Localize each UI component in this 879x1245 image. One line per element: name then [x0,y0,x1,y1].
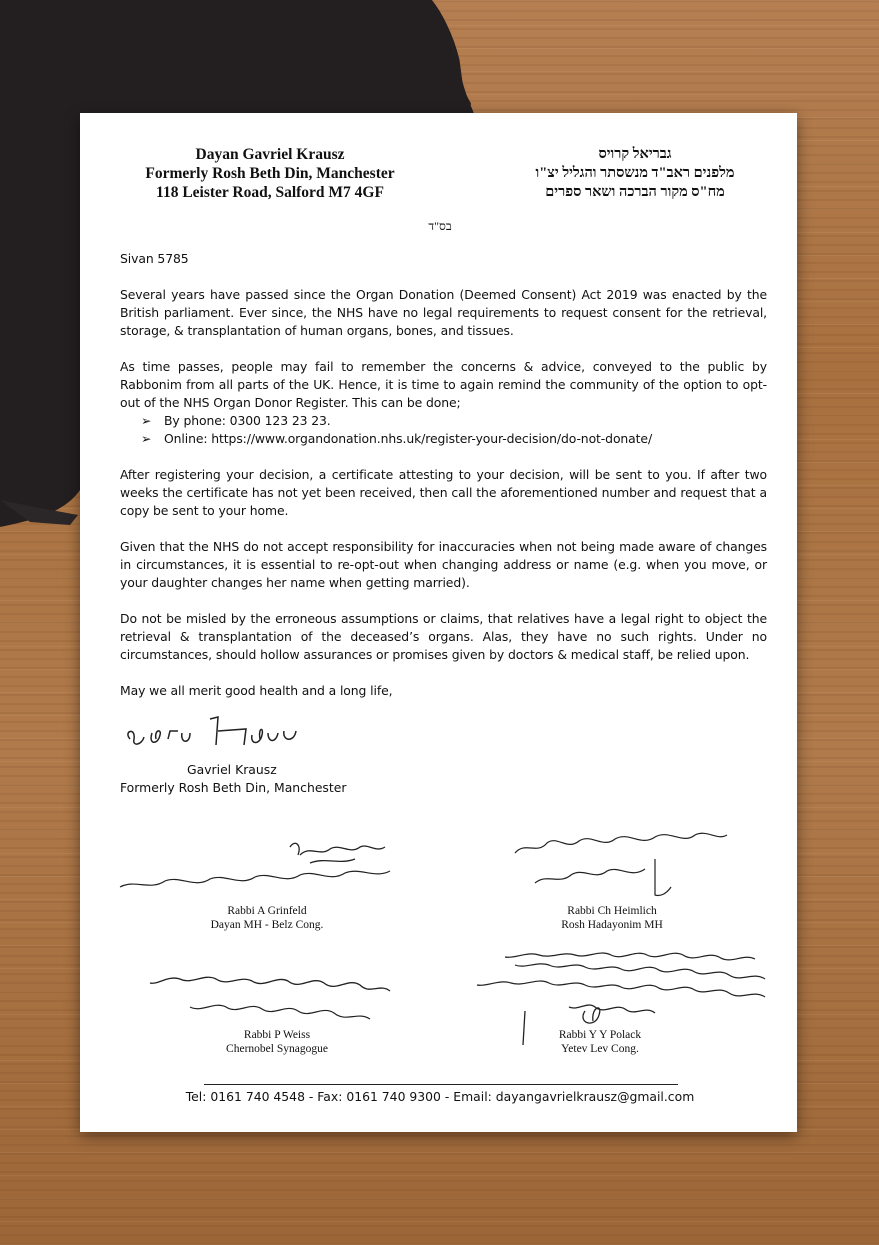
opt-out-methods [120,412,767,448]
letterhead-hebrew [500,145,770,202]
endorsement-weiss [177,1028,377,1056]
paragraph-1: Several years have passed since the Organ Donation (Deemed Consent) Act 2019 was enacted by the British parliament. Ever since, the NHS have no legal requirements to request consent for the retrieval, storage, & transplantation of human organs, bones, and tissues. [120,287,767,338]
endorsement-polack [500,1028,700,1056]
endorsement-grinfeld [167,904,367,932]
letterhead-address: 118 Leister Road, Salford M7 4GF [156,184,384,201]
letterhead-title: Formerly Rosh Beth Din, Manchester [145,165,395,182]
footer-contact: Tel: 0161 740 4548 - Fax: 0161 740 9300 - Email: dayangavrielkrausz@gmail.com [185,1089,695,1104]
krausz-signature [118,709,318,759]
rabbi-role: Chernobel Synagogue [226,1043,328,1055]
signer-block [120,761,360,797]
grinfeld-handwriting [110,835,410,905]
paragraph-3: After registering your decision, a certificate attesting to your decision, will be sent to you. If after two weeks the certificate has not yet been received, then call the aforementioned number and request that a copy be sent to your home. [120,467,767,518]
bullet-phone [120,412,767,430]
signer-name: Gavriel Krausz [187,762,277,777]
endorsement-heimlich [512,904,712,932]
rabbi-role: Dayan MH - Belz Cong. [210,919,324,931]
footer-divider [204,1084,678,1085]
arrow-bullet-icon: ➢ [141,413,152,428]
rabbi-name: Rabbi Y Y Polack [558,1029,642,1041]
letter-page [80,113,797,1132]
rabbi-name: Rabbi A Grinfeld [227,905,307,917]
closing-line: May we all merit good health and a long life, [120,683,393,698]
arrow-bullet-icon: ➢ [141,431,152,446]
rabbi-name: Rabbi P Weiss [243,1029,311,1041]
signer-title: Formerly Rosh Beth Din, Manchester [120,780,347,795]
bullet-online-text: Online: https://www.organdonation.nhs.uk/register-your-decision/do-not-donate/ [164,431,653,446]
letterhead-hebrew-books: מח"ס מקור הברכה ושאר ספרים [545,184,725,200]
paragraph-5: Do not be misled by the erroneous assumptions or claims, that relatives have a legal right to object the retrieval & transplantation of the deceased’s organs. Alas, they have no such rights. Under no circumstances, should hollow assurances or promises given by doctors & medical staff, be relied upon. [120,611,767,662]
letterhead-hebrew-title: מלפנים ראב"ד מנשסתר והגליל יצ"ו [535,165,735,181]
bsd-mark: בס"ד [428,219,452,233]
bullet-phone-text: By phone: 0300 123 23 23. [164,413,331,428]
rabbi-role: Rosh Hadayonim MH [561,919,663,931]
rabbi-name: Rabbi Ch Heimlich [567,905,657,917]
letterhead-name: Dayan Gavriel Krausz [195,146,345,163]
letterhead-english [120,145,420,202]
rabbi-role: Yetev Lev Cong. [561,1043,639,1055]
paragraph-4: Given that the NHS do not accept responsibility for inaccuracies when not being made aware of changes in circumstances, it is essential to re-opt-out when changing address or name (e.g. when you move, or your daughter changes her name when getting married). [120,539,767,590]
heimlich-handwriting [495,825,755,905]
letterhead-hebrew-name: גבריאל קרויס [598,146,672,162]
letter-body [120,250,767,718]
paragraph-2: As time passes, people may fail to remember the concerns & advice, conveyed to the public by Rabbonim from all parts of the UK. Hence, it is time to again remind the community of the option to opt-out of the NHS Organ Donor Register. This can be done; [120,359,767,410]
letter-date: Sivan 5785 [120,251,189,266]
bullet-online [120,430,767,448]
